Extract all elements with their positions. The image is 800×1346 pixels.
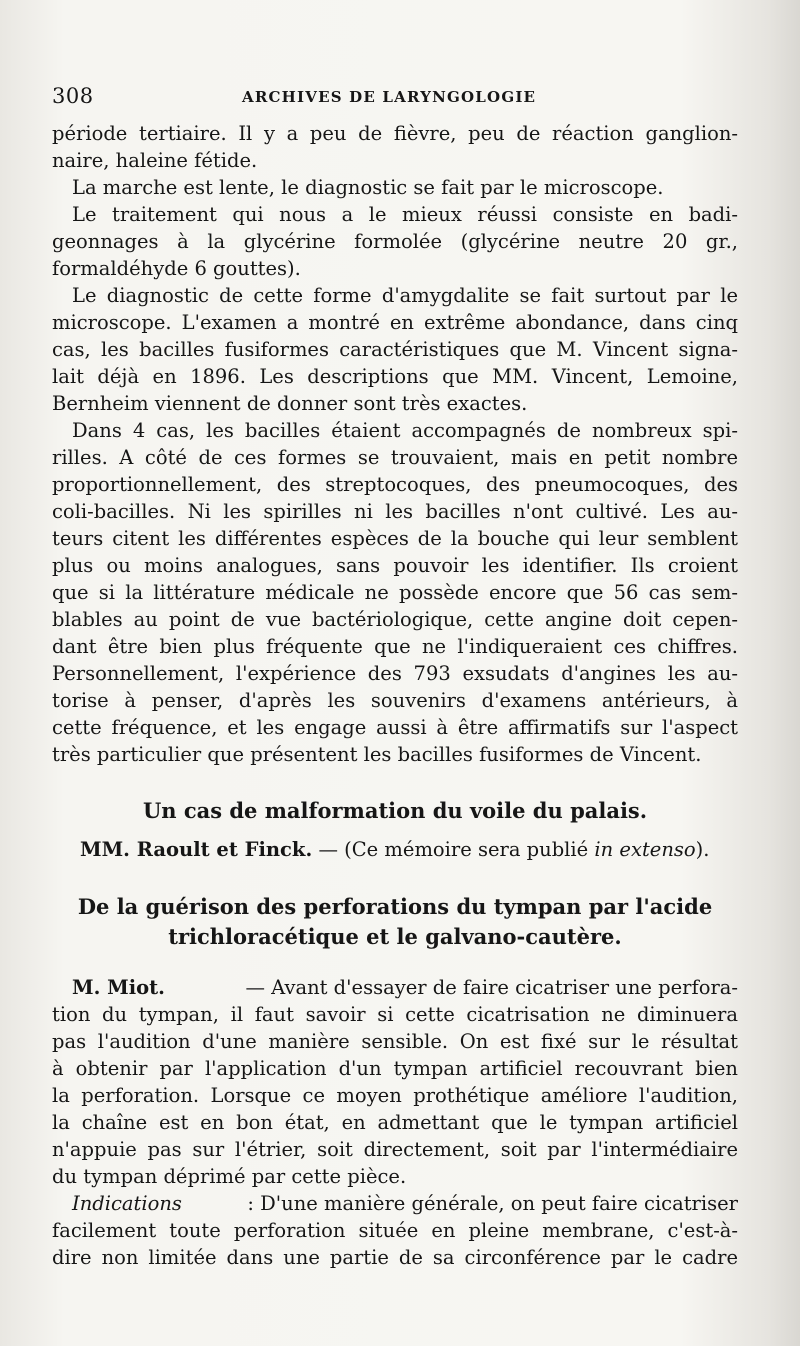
author-credit — [52, 836, 738, 864]
running-title: ARCHIVES DE LARYNGOLOGIE — [242, 88, 537, 106]
line-text: tion du tympan, il faut savoir si cette cicatrisation ne diminuera — [52, 1003, 738, 1026]
line-text: pas l'audition d'une manière sensible. On est fixé sur le résultat — [52, 1030, 738, 1053]
line-text: Le diagnostic de cette forme d'amygdalite se fait surtout par le — [72, 284, 738, 307]
text-line — [52, 282, 738, 309]
line-text: la chaîne est en bon état, en admettant que le tympan artificiel — [52, 1111, 738, 1134]
line-text: rilles. A côté de ces formes se trouvaient, mais en petit nombre — [52, 446, 738, 469]
text-line — [52, 201, 738, 228]
text-line — [52, 741, 738, 768]
line-text: geonnages à la glycérine formolée (glycérine neutre 20 gr., — [52, 230, 738, 253]
text-line — [52, 633, 738, 660]
line-text: microscope. L'examen a montré en extrême abondance, dans cinq — [52, 311, 738, 334]
line-text: lait déjà en 1896. Les descriptions que MM. Vincent, Lemoine, — [52, 365, 738, 388]
credit-dash: — — [318, 838, 338, 861]
text-line — [52, 147, 738, 174]
text-line — [52, 974, 738, 1001]
section-title-line1: De la guérison des perforations du tympan par l'acide — [77, 894, 713, 919]
text-line — [52, 390, 738, 417]
text-line — [52, 1190, 738, 1217]
text-line — [52, 120, 738, 147]
line-text: teurs citent les différentes espèces de la bouche qui leur semblent — [52, 527, 738, 550]
indications-label: Indications — [72, 1192, 182, 1215]
text-line — [52, 1136, 738, 1163]
line-text: torise à penser, d'après les souvenirs d'examens antérieurs, à — [52, 689, 738, 712]
line-text: formaldéhyde 6 gouttes). — [52, 257, 301, 280]
line-text: plus ou moins analogues, sans pouvoir les identifier. Ils croient — [52, 554, 738, 577]
line-text: la perforation. Lorsque ce moyen prothétique améliore l'audition, — [52, 1084, 738, 1107]
text-line — [52, 1163, 738, 1190]
text-line — [52, 363, 738, 390]
line-text: La marche est lente, le diagnostic se fait par le microscope. — [72, 176, 664, 199]
page-body — [52, 120, 738, 1271]
text-line — [52, 255, 738, 282]
text-line — [52, 1028, 738, 1055]
line-text: du tympan déprimé par cette pièce. — [52, 1165, 407, 1188]
line-text: Bernheim viennent de donner sont très exactes. — [52, 392, 528, 415]
line-text: à obtenir par l'application d'un tympan artificiel recouvrant bien — [52, 1057, 738, 1080]
text-line — [52, 1244, 738, 1271]
text-line — [52, 579, 738, 606]
line-text: Dans 4 cas, les bacilles étaient accompagnés de nombreux spi- — [72, 419, 738, 442]
line-text: dire non limitée dans une partie de sa circonférence par le cadre — [52, 1246, 738, 1269]
line-text: : D'une manière générale, on peut faire cicatriser — [247, 1192, 738, 1215]
text-line — [52, 714, 738, 741]
section-perforations — [52, 892, 738, 1271]
speaker-name: M. Miot. — [72, 976, 165, 999]
section-title-line2: trichloracétique et le galvano-cautère. — [168, 924, 622, 949]
text-line — [52, 336, 738, 363]
text-line — [52, 498, 738, 525]
line-text: proportionnellement, des streptocoques, des pneumocoques, des — [52, 473, 738, 496]
text-line — [52, 417, 738, 444]
line-text: n'appuie pas sur l'étrier, soit directement, soit par l'intermédiaire — [52, 1138, 738, 1161]
section-angine-text — [52, 120, 738, 768]
page-number: 308 — [52, 84, 94, 108]
text-line — [52, 228, 738, 255]
line-text: — Avant d'essayer de faire cicatriser une perfora- — [245, 976, 738, 999]
line-text: blables au point de vue bactériologique, cette angine doit cepen- — [52, 608, 738, 631]
line-text: période tertiaire. Il y a peu de fièvre, peu de réaction ganglion- — [52, 122, 738, 145]
line-text: naire, haleine fétide. — [52, 149, 258, 172]
text-line — [52, 1082, 738, 1109]
credit-note-italic: in extenso — [594, 838, 696, 861]
author-names: MM. Raoult et Finck. — [80, 838, 313, 861]
line-text: Personnellement, l'expérience des 793 exsudats d'angines les au- — [52, 662, 738, 685]
line-text: cette fréquence, et les engage aussi à être affirmatifs sur l'aspect — [52, 716, 738, 739]
credit-note-close: ). — [695, 838, 710, 861]
page-header — [52, 84, 742, 114]
text-line — [52, 552, 738, 579]
text-line — [52, 606, 738, 633]
text-line — [52, 525, 738, 552]
credit-note: (Ce mémoire sera publié — [344, 838, 595, 861]
line-text: dant être bien plus fréquente que ne l'indiqueraient ces chiffres. — [52, 635, 738, 658]
line-text: facilement toute perforation située en pleine membrane, c'est-à- — [52, 1219, 738, 1242]
text-line — [52, 1055, 738, 1082]
text-line — [52, 687, 738, 714]
text-line — [52, 174, 738, 201]
text-line — [52, 309, 738, 336]
section-malformation — [52, 796, 738, 864]
line-text: coli-bacilles. Ni les spirilles ni les bacilles n'ont cultivé. Les au- — [52, 500, 738, 523]
line-text: cas, les bacilles fusiformes caractéristiques que M. Vincent signa- — [52, 338, 738, 361]
line-text: très particulier que présentent les bacilles fusiformes de Vincent. — [52, 743, 702, 766]
line-text: que si la littérature médicale ne possède encore que 56 cas sem- — [52, 581, 738, 604]
text-line — [52, 471, 738, 498]
line-text: Le traitement qui nous a le mieux réussi consiste en badi- — [72, 203, 738, 226]
text-line — [52, 1109, 738, 1136]
text-line — [52, 660, 738, 687]
section-title: Un cas de malformation du voile du palais. — [142, 798, 648, 823]
text-line — [52, 1217, 738, 1244]
text-line — [52, 444, 738, 471]
text-line — [52, 1001, 738, 1028]
